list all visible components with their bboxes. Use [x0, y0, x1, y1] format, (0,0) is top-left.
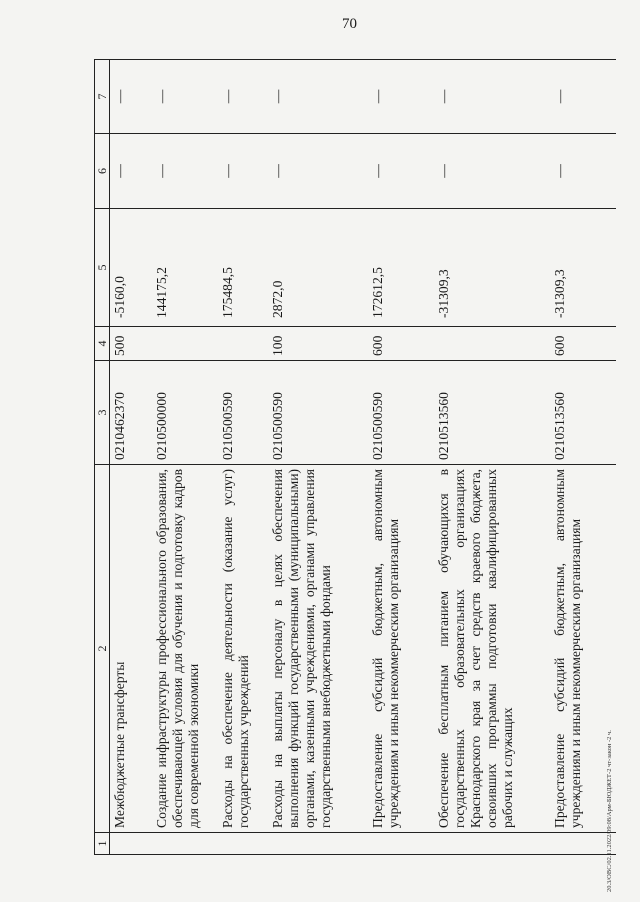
row-name: Создание инфраструктуры профессионального образования, обеспечивающей условия для обучения и подготовку кадров для современной экономики [152, 465, 218, 833]
row-code: 0210500590 [218, 361, 268, 465]
row-name: Расходы на выплаты персоналу в целях обеспечения выполнения функций государственными (муниципальными) органами, казенными учреждениями, органами управления государственными внебюджетными фондами [268, 465, 368, 833]
table-row [368, 60, 434, 855]
table-row [218, 60, 268, 855]
row-col7: — [434, 60, 550, 134]
page-number: 70 [342, 16, 357, 32]
row-vr: 600 [368, 327, 434, 361]
row-amount: 175484,5 [218, 209, 268, 327]
row-col6: — [110, 134, 152, 209]
row-vr: 100 [268, 327, 368, 361]
row-col7: — [152, 60, 218, 134]
row-name: Обеспечение бесплатным питанием обучающихся в государственных образовательных организациях Краснодарского края за счет средств краевого бюджета, освоивших программы подготовки квалифицированных рабочих и служащих [434, 465, 550, 833]
header-col-5: 5 [95, 209, 110, 327]
row-num-cell [434, 833, 550, 855]
row-vr [434, 327, 550, 361]
row-num-cell [152, 833, 218, 855]
row-col7: — [110, 60, 152, 134]
row-num-cell [218, 833, 268, 855]
row-col6: — [268, 134, 368, 209]
row-code: 0210500000 [152, 361, 218, 465]
table-row [434, 60, 550, 855]
row-amount: -31309,3 [550, 209, 616, 327]
table-row [268, 60, 368, 855]
row-col7: — [368, 60, 434, 134]
row-num-cell [268, 833, 368, 855]
row-vr [152, 327, 218, 361]
header-col-4: 4 [95, 327, 110, 361]
row-code: 0210462370 [110, 361, 152, 465]
table-row [152, 60, 218, 855]
header-col-6: 6 [95, 134, 110, 209]
header-col-2: 2 [95, 465, 110, 833]
side-note-text: 20.3/ОВС/02.11.2022/09:08/Арм-БЮДЖЕТ-2 чт-закон -2 ч. [606, 730, 613, 892]
row-amount: 172612,5 [368, 209, 434, 327]
row-num-cell [368, 833, 434, 855]
row-amount: 2872,0 [268, 209, 368, 327]
row-col6: — [434, 134, 550, 209]
row-amount: -5160,0 [110, 209, 152, 327]
table-row [550, 60, 616, 855]
row-col7: — [268, 60, 368, 134]
row-vr [218, 327, 268, 361]
row-name: Предоставление субсидий бюджетным, автономным учреждениям и иным некоммерческим организациям [368, 465, 434, 833]
row-col6: — [152, 134, 218, 209]
table-header-row [95, 60, 110, 855]
row-num-cell [110, 833, 152, 855]
row-code: 0210500590 [368, 361, 434, 465]
row-col6: — [368, 134, 434, 209]
row-name: Межбюджетные трансферты [110, 465, 152, 833]
header-col-7: 7 [95, 60, 110, 134]
row-amount: 144175,2 [152, 209, 218, 327]
row-vr: 600 [550, 327, 616, 361]
table-row [110, 60, 152, 855]
header-col-1: 1 [95, 833, 110, 855]
row-amount: -31309,3 [434, 209, 550, 327]
budget-table-wrapper [94, 60, 604, 855]
row-col7: — [218, 60, 268, 134]
row-col6: — [218, 134, 268, 209]
row-vr: 500 [110, 327, 152, 361]
row-col6: — [550, 134, 616, 209]
budget-table [94, 59, 616, 855]
row-col7: — [550, 60, 616, 134]
header-col-3: 3 [95, 361, 110, 465]
row-name: Предоставление субсидий бюджетным, автономным учреждениям и иным некоммерческим организациям [550, 465, 616, 833]
row-code: 0210513560 [434, 361, 550, 465]
row-num-cell [550, 833, 616, 855]
row-code: 0210500590 [268, 361, 368, 465]
row-name: Расходы на обеспечение деятельности (оказание услуг) государственных учреждений [218, 465, 268, 833]
row-code: 0210513560 [550, 361, 616, 465]
